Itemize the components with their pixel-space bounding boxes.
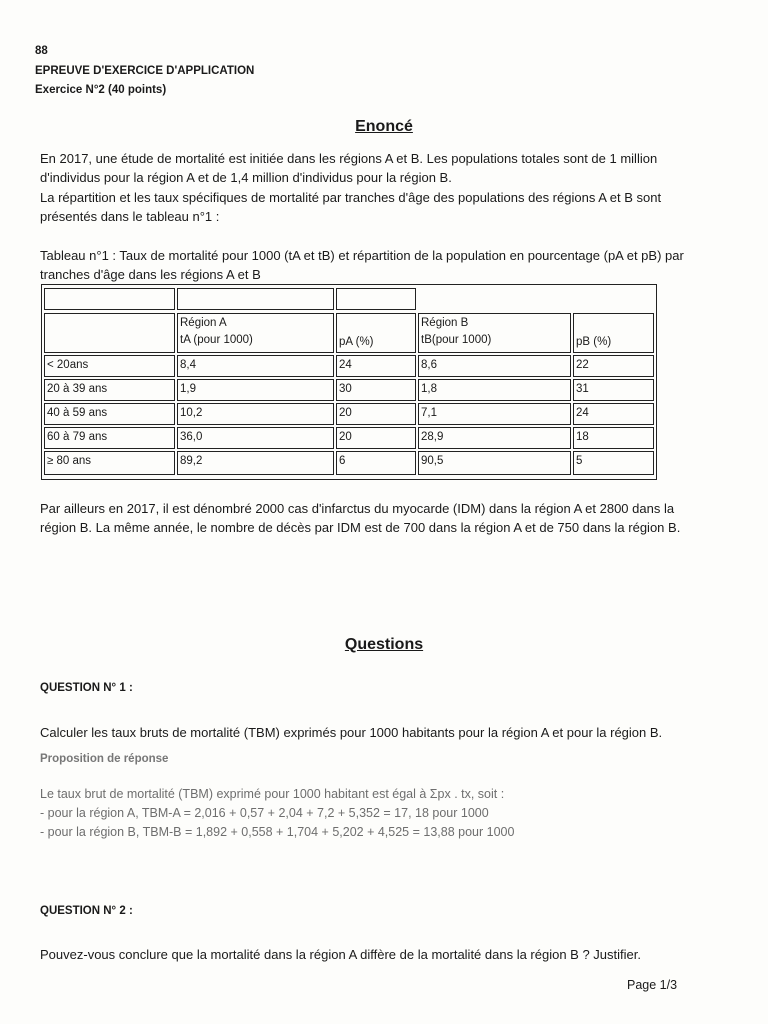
ta-cell: 10,2 [177,403,334,425]
answer-line-2: - pour la région A, TBM-A = 2,016 + 0,57 + 2,04 + 7,2 + 5,352 = 17, 18 pour 1000 [40,806,489,820]
blank-cell [177,288,334,310]
pb-cell: 24 [573,403,654,425]
region-b-label: Région B [421,317,469,329]
age-cell: 60 à 79 ans [44,427,175,449]
question-1-label: QUESTION N° 1 : [40,682,133,694]
answer-line-3: - pour la région B, TBM-B = 1,892 + 0,558 + 1,704 + 5,202 + 4,525 = 13,88 pour 1000 [40,825,515,839]
exercise-label: Exercice N°2 (40 points) [35,84,167,96]
header-region-b [418,313,571,353]
questions-title: Questions [344,636,424,653]
pb-cell: 22 [573,355,654,377]
ta-label: tA (pour 1000) [180,334,253,346]
table-caption: Tableau n°1 : Taux de mortalité pour 1000 (tA et tB) et répartition de la population en pourcentage (pA et pB) par tranches d'âge dans les régions A et B [40,248,684,282]
tb-cell: 7,1 [418,403,571,425]
header-age-cell [44,313,175,353]
pb-cell: 31 [573,379,654,401]
header-region-a [177,313,334,353]
pb-cell: 5 [573,451,654,475]
question-1-text: Calculer les taux bruts de mortalité (TBM) exprimés pour 1000 habitants pour la région A et pour la région B. [40,725,663,740]
ta-cell: 1,9 [177,379,334,401]
pa-cell: 20 [336,403,416,425]
pa-cell: 30 [336,379,416,401]
tb-cell: 1,8 [418,379,571,401]
idm-paragraph: Par ailleurs en 2017, il est dénombré 2000 cas d'infarctus du myocarde (IDM) dans la région A et 2800 dans la région B. La même année, le nombre de décès par IDM est de 700 dans la région A et de 750 dans la région B. [40,501,681,535]
pa-cell: 24 [336,355,416,377]
mortality-table [41,284,657,480]
age-cell: 40 à 59 ans [44,403,175,425]
tb-cell: 90,5 [418,451,571,475]
tb-cell: 8,6 [418,355,571,377]
question-2-label: QUESTION N° 2 : [40,905,133,917]
age-cell: 20 à 39 ans [44,379,175,401]
ta-cell: 36,0 [177,427,334,449]
blank-cell [44,288,175,310]
enonce-title: Enoncé [355,118,413,135]
pa-cell: 6 [336,451,416,475]
blank-cell [336,288,416,310]
question-2-text: Pouvez-vous conclure que la mortalité dans la région A diffère de la mortalité dans la région B ? Justifier. [40,947,641,962]
header-pa: pA (%) [336,313,416,353]
age-cell: ≥ 80 ans [44,451,175,475]
pa-cell: 20 [336,427,416,449]
tb-label: tB(pour 1000) [421,334,492,346]
page-number: 88 [35,45,48,57]
region-a-label: Région A [180,317,227,329]
answer-line-1: Le taux brut de mortalité (TBM) exprimé pour 1000 habitant est égal à Σpx . tx, soit : [40,787,505,801]
exam-title: EPREUVE D'EXERCICE D'APPLICATION [35,65,255,77]
age-cell: < 20ans [44,355,175,377]
intro-paragraph: En 2017, une étude de mortalité est initiée dans les régions A et B. Les populations totales sont de 1 million d'individus pour la région A et de 1,4 million d'individus pour la région B. [40,151,658,185]
table-intro-paragraph: La répartition et les taux spécifiques de mortalité par tranches d'âge des populations des régions A et B sont présentés dans le tableau n°1 : [40,190,662,224]
page-footer: Page 1/3 [627,978,678,992]
ta-cell: 8,4 [177,355,334,377]
pb-cell: 18 [573,427,654,449]
proposal-label: Proposition de réponse [40,753,169,765]
header-pb: pB (%) [573,313,654,353]
tb-cell: 28,9 [418,427,571,449]
ta-cell: 89,2 [177,451,334,475]
